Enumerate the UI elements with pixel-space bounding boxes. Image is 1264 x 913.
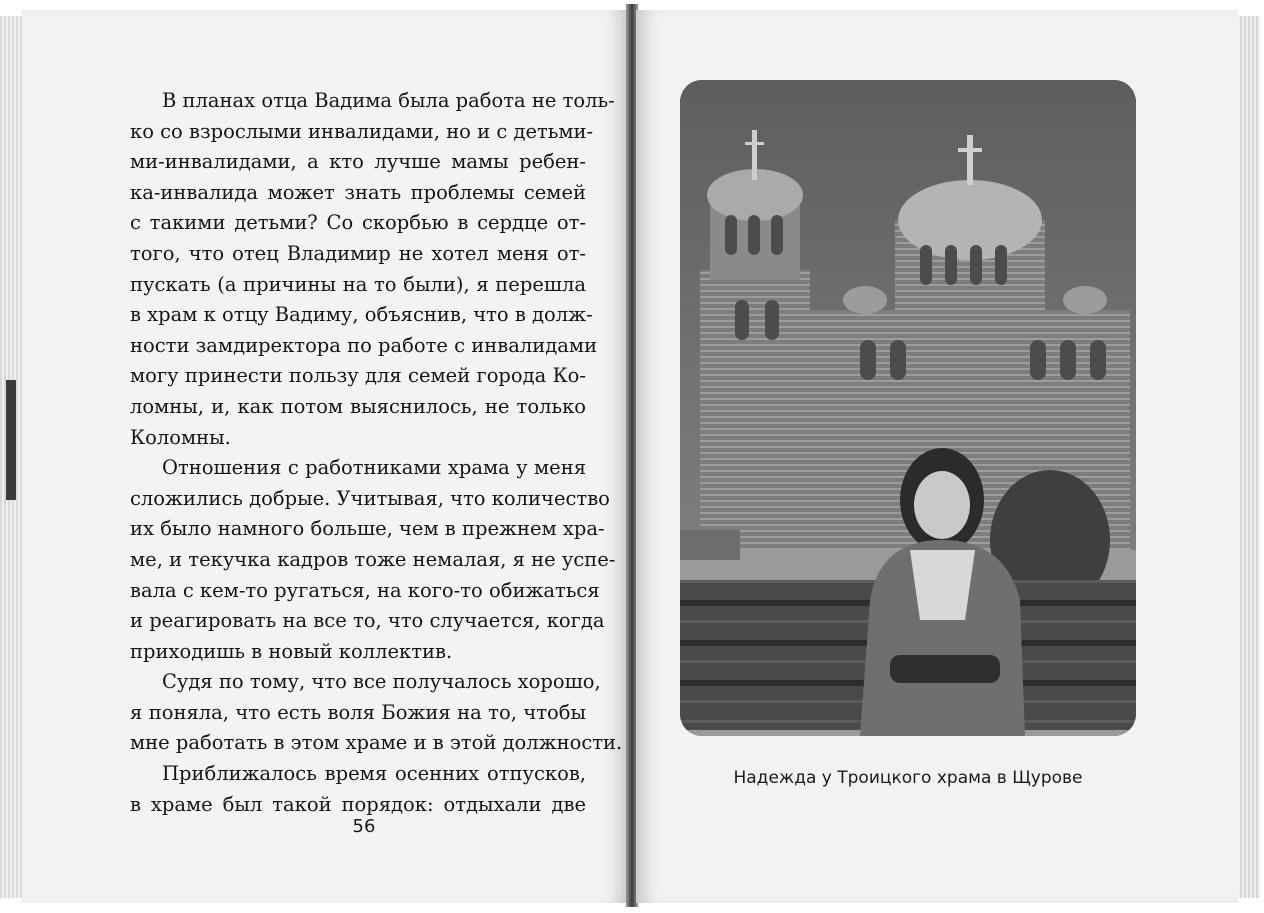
body-text [130,86,623,820]
text-line: В планах отца Вадима была работа не толь- [162,89,615,112]
text-line: Отношения с работниками храма у меня [162,456,586,480]
text-line: сложились добрые. Учитывая, что количество [130,486,610,510]
text-line: мне работать в этом храме и в этой должности. [130,731,623,755]
left-cover-strip [6,380,16,500]
text-line: приходишь в новый коллектив. [130,639,453,663]
text-line: в храме был такой порядок: отдыхали две [130,792,586,816]
text-line: ко со взрослыми инвалидами, но и с детьми- [130,119,594,143]
text-line: ме, и текучка кадров тоже немалая, я не успе- [130,547,616,571]
text-line: ности замдиректора по работе с инвалидами [130,333,598,357]
text-line: в храм к отцу Вадиму, объяснив, что в долж- [130,303,593,327]
right-page-edges [1238,16,1260,898]
text-line: Судя по тому, что все получалось хорошо, [162,670,601,694]
text-line: я поняла, что есть воля Божия на то, чтобы [130,700,586,724]
photo-caption: Надежда у Троицкого храма в Щурове [733,768,1083,788]
text-line: их было намного больше, чем в прежнем хра- [130,517,605,541]
text-line: с такими детьми? Со скорбью в сердце от- [130,211,586,235]
text-line: ка-инвалида может знать проблемы семей [130,180,586,204]
text-line: и реагировать на все то, что случается, когда [130,609,605,633]
page-number: 56 [352,816,376,837]
text-line: могу принести пользу для семей города Ко- [130,364,586,388]
text-line: Приближалось время осенних отпусков, [162,762,586,786]
text-line: вала с кем-то ругаться, на кого-то обижаться [130,578,600,602]
text-line: того, что отец Владимир не хотел меня от- [130,241,586,265]
church-photo [680,80,1136,736]
text-line: ломны, и, как потом выяснилось, не только [130,394,586,418]
text-line: пускать (а причины на то были), я перешла [130,272,586,296]
text-line: ми-инвалидами, а кто лучше мамы ребен- [130,150,586,174]
text-line: Коломны. [130,425,231,449]
